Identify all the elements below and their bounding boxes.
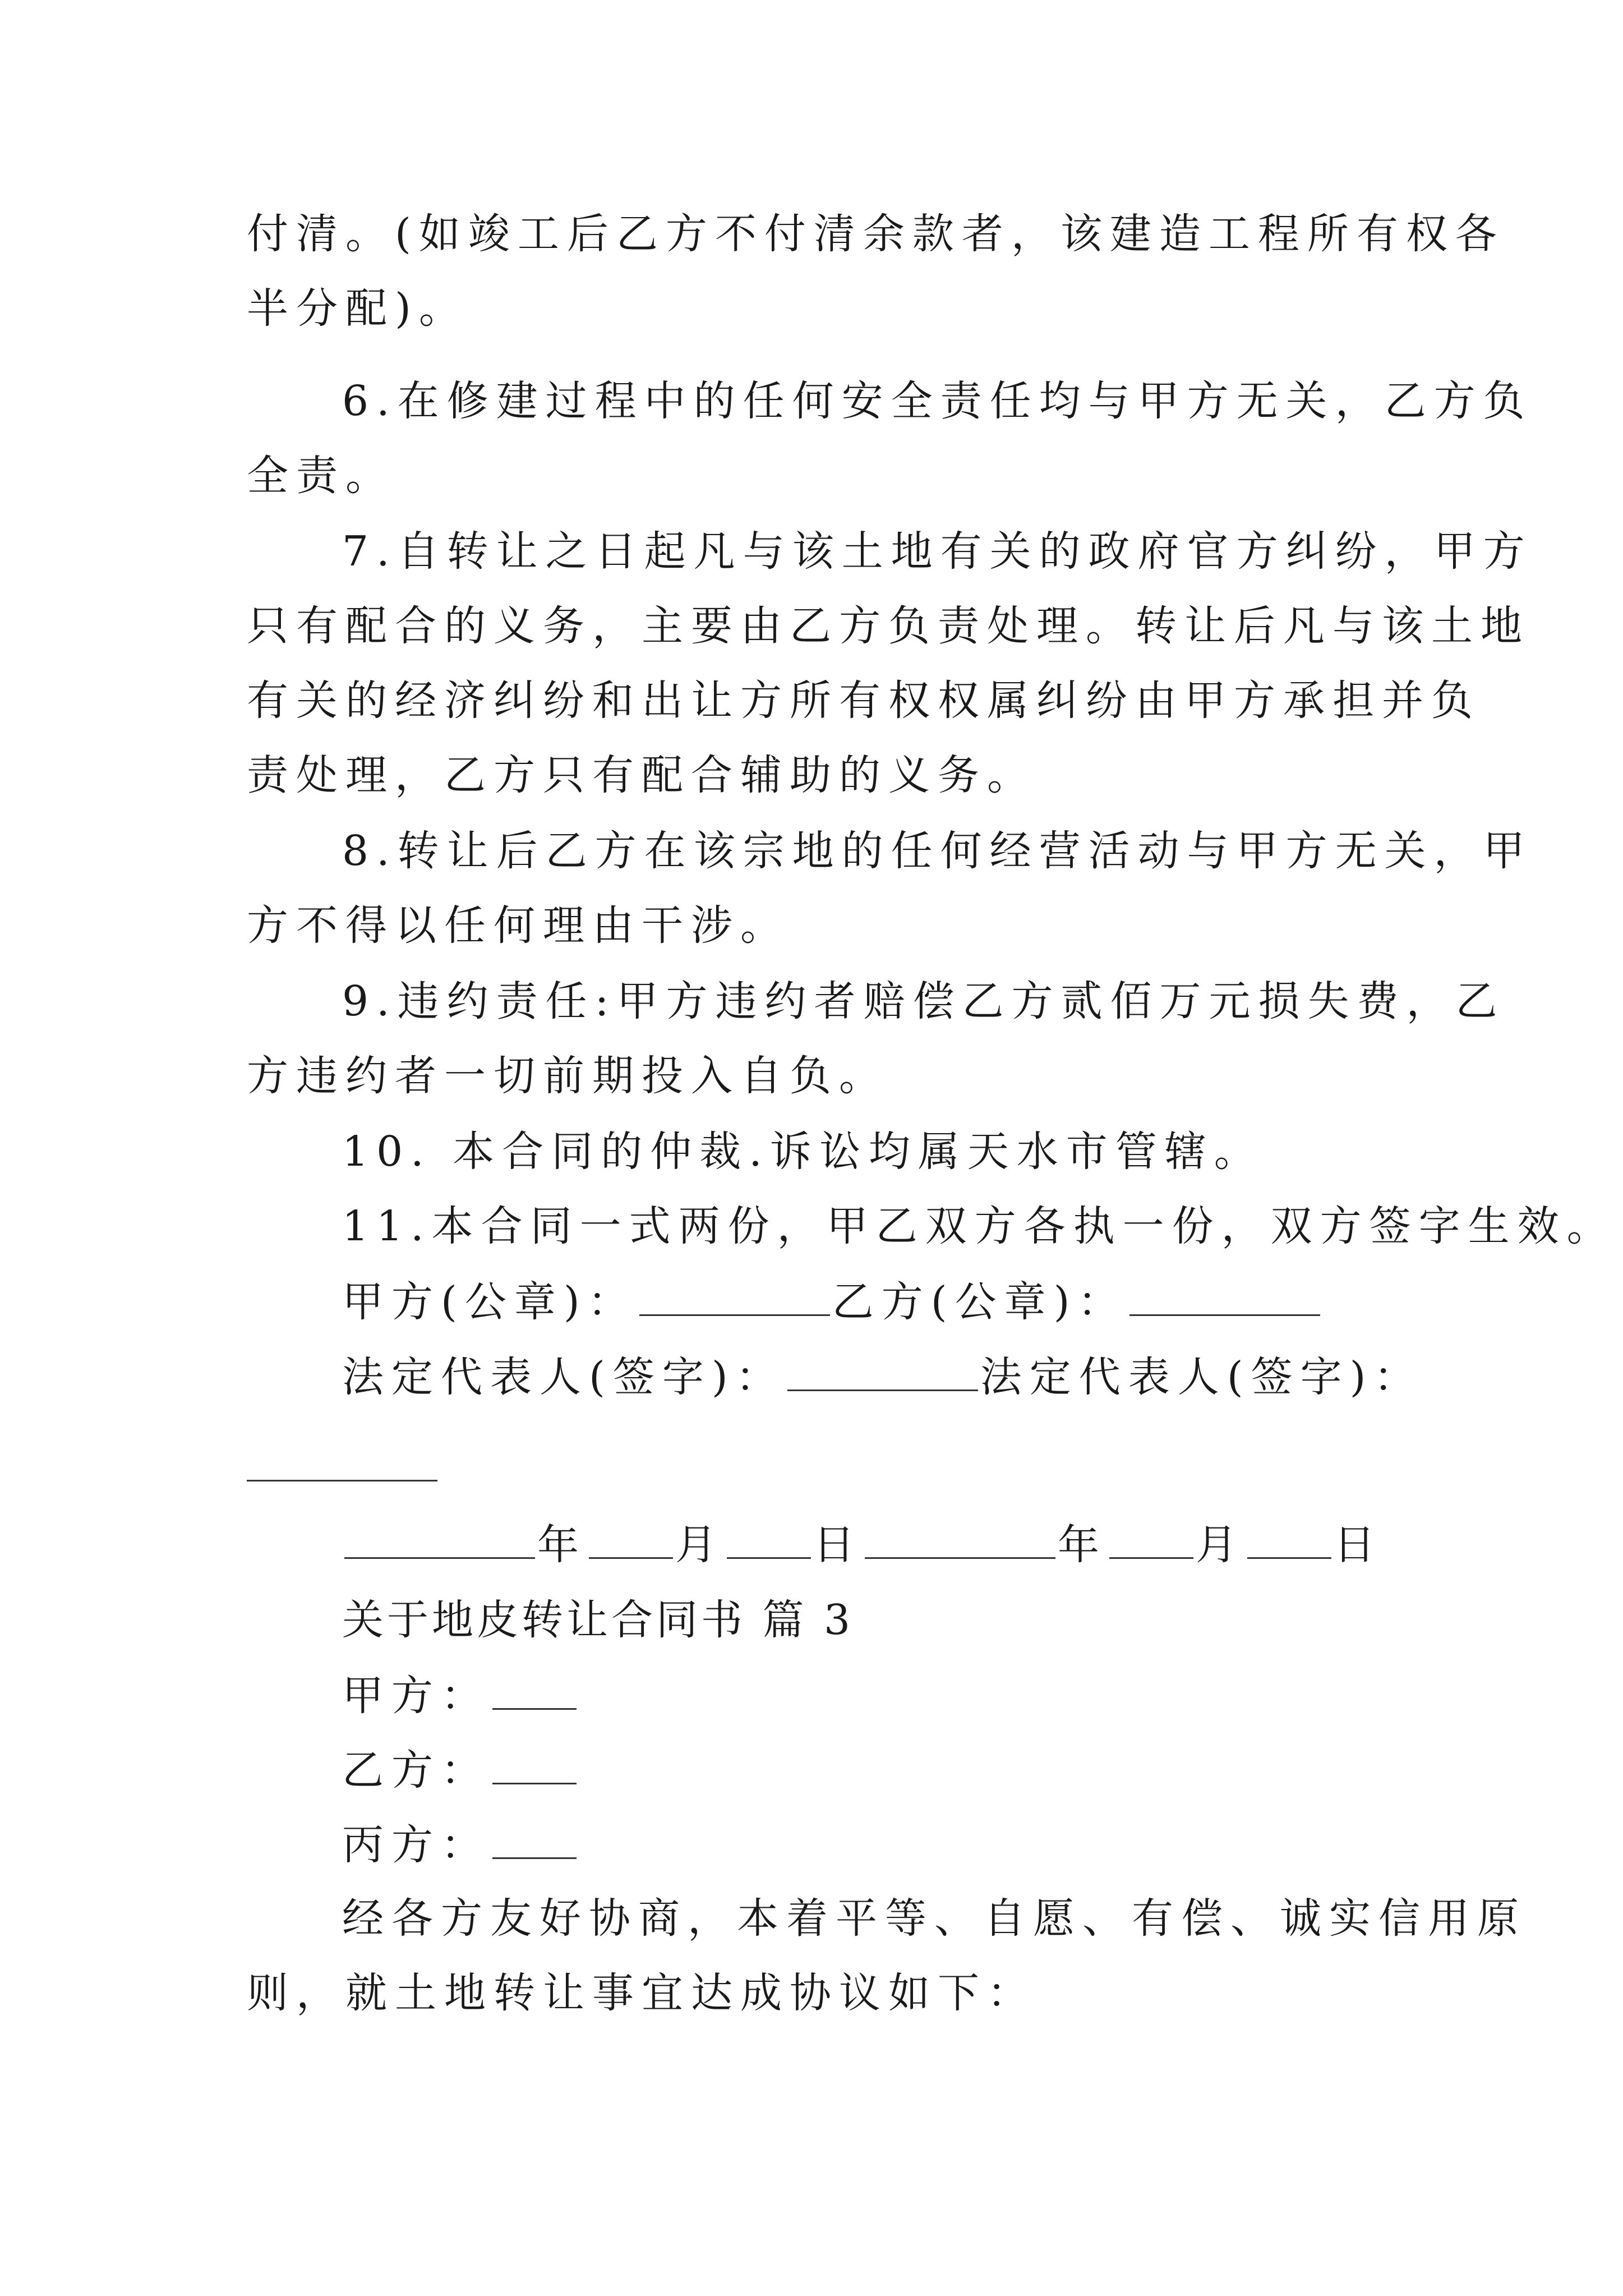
clause-6-line1: 6.在修建过程中的任何安全责任均与甲方无关，乙方负 [342,377,1533,425]
clause-9-line1: 9.违约责任:甲方违约者赔偿乙方贰佰万元损失费，乙 [342,977,1505,1025]
year-blank-a [344,1516,535,1559]
party-b-seal-blank [1129,1273,1320,1316]
intro-line1: 经各方友好协商，本着平等、自愿、有偿、诚实信用原 [342,1894,1527,1943]
section-3-title: 关于地皮转让合同书 篇 3 [342,1596,854,1644]
rep-a-blank [787,1348,978,1391]
party-c-blank [492,1816,577,1859]
party-a-label: 甲方： [342,1672,490,1720]
paragraph-line: 半分配)。 [247,284,468,333]
party-a-seal-label: 甲方(公章)： [342,1278,637,1326]
date-line [342,1516,1481,1572]
representative-line [342,1348,1481,1404]
day-blank-a [727,1516,811,1559]
party-c-line [342,1816,1481,1872]
month-label-a: 月 [675,1521,725,1569]
party-b-label: 乙方： [342,1746,490,1795]
clause-7-line4: 责处理，乙方只有配合辅助的义务。 [247,751,1036,799]
clause-8-line2: 方不得以任何理由干涉。 [247,901,790,950]
clause-11: 11.本合同一式两份，甲乙双方各执一份，双方签字生效。 [342,1202,1616,1250]
month-blank-a [589,1516,673,1559]
intro-line2: 则，就土地转让事宜达成协议如下： [247,1969,1036,2017]
day-label-b: 日 [1334,1521,1383,1569]
rep-b-blank [247,1480,437,1481]
year-label-b: 年 [1058,1521,1107,1569]
seal-line [342,1273,1481,1329]
party-b-line [342,1741,1481,1797]
clause-8-line1: 8.转让后乙方在该宗地的任何经营活动与甲方无关，甲 [342,827,1533,875]
day-blank-b [1247,1516,1331,1559]
rep-b-label: 法定代表人(签字)： [980,1353,1423,1401]
month-blank-b [1109,1516,1193,1559]
year-label-a: 年 [537,1521,587,1569]
clause-7-line1: 7.自转让之日起凡与该土地有关的政府官方纠纷，甲方 [342,527,1533,576]
clause-7-line3: 有关的经济纠纷和出让方所有权权属纠纷由甲方承担并负 [247,677,1481,725]
party-b-blank [492,1741,577,1784]
clause-9-line2: 方违约者一切前期投入自负。 [247,1052,888,1100]
clause-10: 10. 本合同的仲裁.诉讼均属天水市管辖。 [342,1128,1264,1176]
party-c-label: 丙方： [342,1821,490,1869]
year-blank-b [865,1516,1055,1559]
party-a-seal-blank [639,1273,830,1316]
clause-6-line2: 全责。 [247,452,395,500]
day-label-a: 日 [813,1521,863,1569]
clause-7-line2: 只有配合的义务，主要由乙方负责处理。转让后凡与该土地 [247,602,1530,650]
paragraph-line: 付清。(如竣工后乙方不付清余款者，该建造工程所有权各 [247,210,1505,258]
party-a-blank [492,1667,577,1710]
month-label-b: 月 [1196,1521,1245,1569]
rep-a-label: 法定代表人(签字)： [342,1353,785,1401]
party-b-seal-label: 乙方(公章)： [832,1278,1127,1326]
party-a-line [342,1667,1481,1723]
